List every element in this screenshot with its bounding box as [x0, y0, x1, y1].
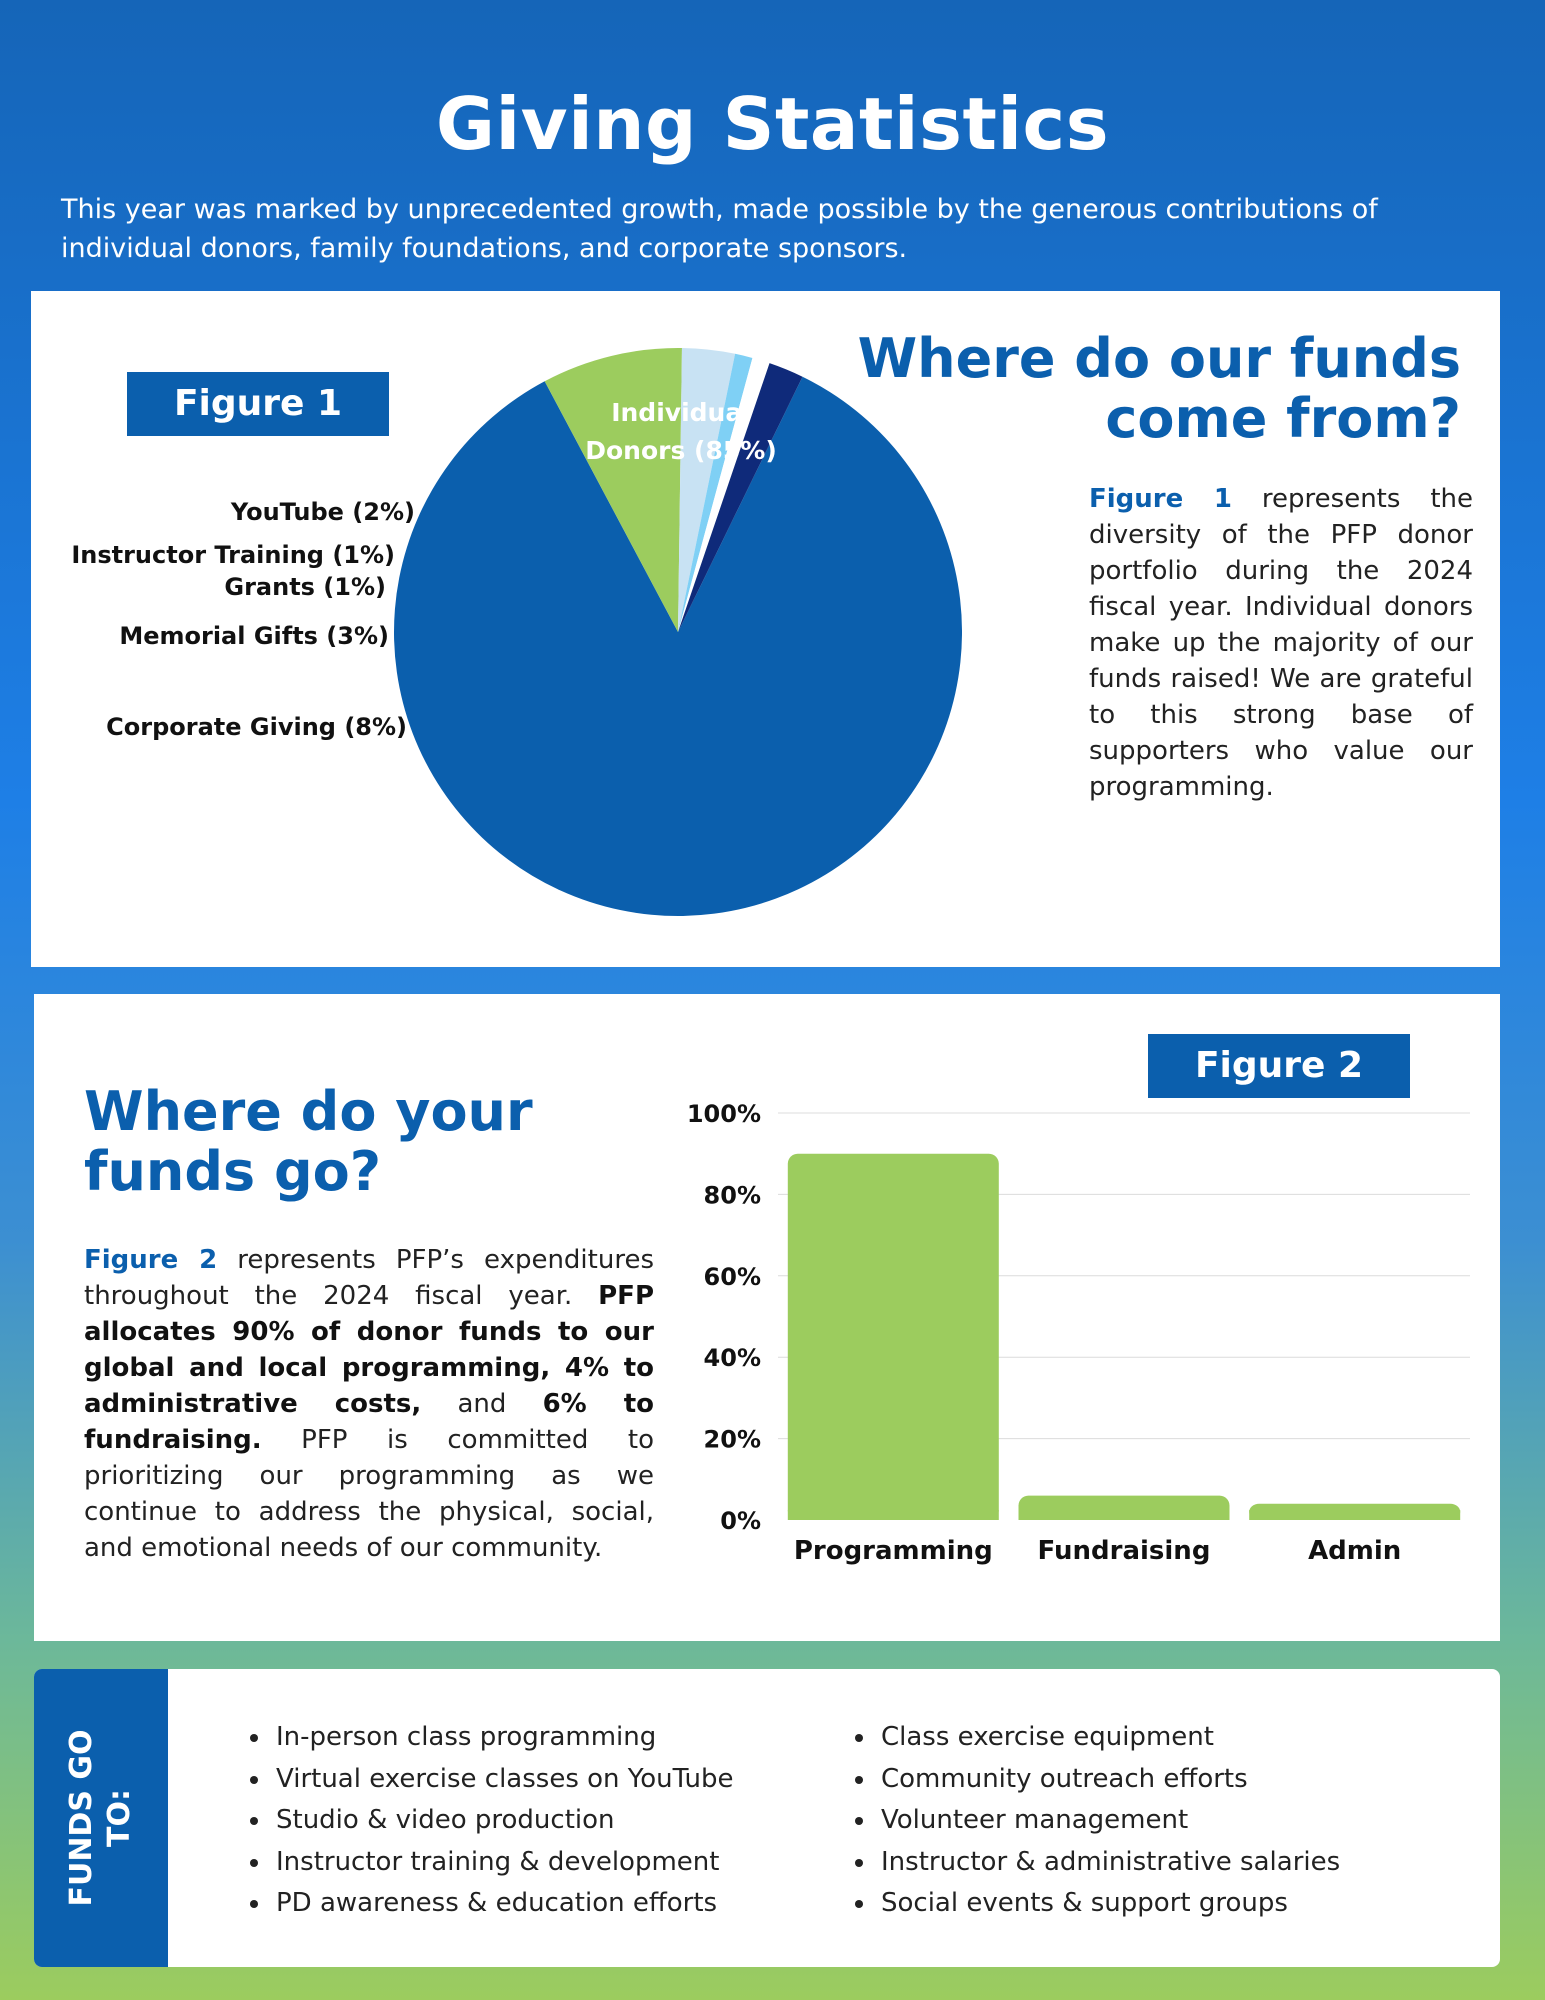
expenditure-bar-chart [34, 994, 1500, 1641]
funds-use-bold-1: PFP allocates 90% of donor funds to our global and local programming, 4% to administrative costs, [84, 1281, 654, 1419]
list-item: In-person class programming [242, 1717, 734, 1759]
figure-1-reference: Figure 1 [1089, 484, 1233, 514]
bar-base-fundraising [1019, 1510, 1230, 1520]
list-item: Instructor training & development [242, 1842, 734, 1884]
figure-1-label: Figure 1 [127, 372, 389, 436]
y-tick-label: 20% [703, 1425, 761, 1454]
funds-use-heading: Where do your funds go? [84, 1080, 533, 1203]
x-category-label: Admin [1308, 1536, 1402, 1566]
funds-go-to-label: FUNDS GO TO: [64, 1729, 137, 1907]
pie-label-memorial-gifts: Memorial Gifts (3%) [119, 622, 389, 650]
funds-source-paragraph-text: represents the diversity of the PFP donor portfolio during the 2024 fiscal year. Individual donors make up the majority of our funds raised! We are grateful to this strong base of supporters who value our programming. [1089, 484, 1473, 802]
pie-label-grants: Grants (1%) [224, 573, 386, 601]
y-tick-label: 80% [703, 1181, 761, 1210]
pie-label-instructor-training: Instructor Training (1%) [71, 541, 395, 569]
y-tick-label: 0% [720, 1507, 761, 1535]
list-item: Virtual exercise classes on YouTube [242, 1759, 734, 1801]
x-category-label: Programming [793, 1536, 993, 1566]
funds-list-left [242, 1717, 734, 1925]
pie-label-individual-donors-line2: Donors (85%) [585, 436, 777, 465]
y-tick-label: 40% [703, 1344, 761, 1373]
figure-2-reference: Figure 2 [84, 1245, 218, 1275]
bar-programming [788, 1154, 999, 1520]
y-tick-label: 60% [703, 1262, 761, 1291]
list-item: Class exercise equipment [847, 1717, 1340, 1759]
list-item: PD awareness & education efforts [242, 1883, 734, 1925]
funds-list-right [847, 1717, 1340, 1925]
figure-2-label: Figure 2 [1148, 1034, 1410, 1098]
funds-source-panel [31, 291, 1500, 967]
y-tick-label: 100% [686, 1100, 761, 1128]
list-item: Social events & support groups [847, 1883, 1340, 1925]
x-category-label: Fundraising [1037, 1536, 1211, 1566]
list-item: Community outreach efforts [847, 1759, 1340, 1801]
funds-use-text-a: represents PFP’s expenditures throughout the 2024 fiscal year. [84, 1245, 654, 1311]
funds-source-heading: Where do our funds come from? [857, 327, 1461, 450]
funds-use-text-b: and [421, 1389, 543, 1419]
funds-use-panel [34, 994, 1500, 1641]
page-title: Giving Statistics [435, 82, 1110, 166]
pie-label-corporate-giving: Corporate Giving (8%) [106, 713, 407, 741]
pie-label-individual-donors-line1: Individual [611, 398, 751, 427]
bar-base-programming [788, 1510, 999, 1520]
donor-pie-chart [31, 291, 1500, 967]
funds-go-to-tab [34, 1669, 168, 1967]
intro-text: This year was marked by unprecedented growth, made possible by the generous contributions of individual donors, family foundations, and corporate sponsors. [61, 194, 1378, 264]
pie-label-youtube: YouTube (2%) [230, 498, 415, 526]
funds-use-bold-2: 6% to fundraising. [84, 1389, 655, 1455]
funds-use-text-c: PFP is committed to prioritizing our programming as we continue to address the physical, social, and emotional needs of our community. [84, 1425, 654, 1563]
list-item: Instructor & administrative salaries [847, 1842, 1340, 1884]
list-item: Studio & video production [242, 1800, 734, 1842]
funds-go-to-panel [34, 1669, 1500, 1967]
bar-base-admin [1249, 1510, 1460, 1520]
list-item: Volunteer management [847, 1800, 1340, 1842]
